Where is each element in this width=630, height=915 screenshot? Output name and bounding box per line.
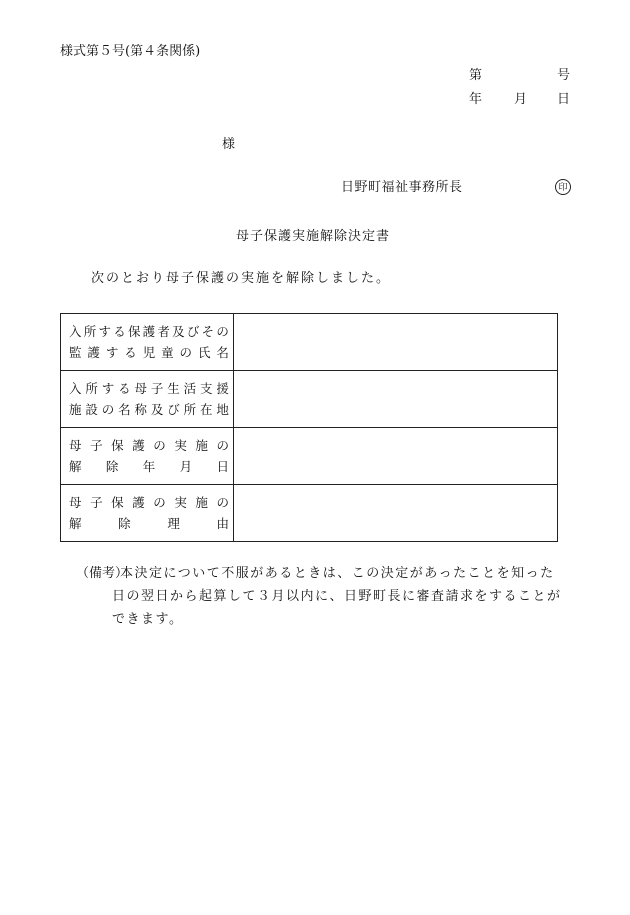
row-label-line: 入 所 す る 保 護 者 及 び そ の <box>69 324 229 339</box>
addressee-honorific: 様 <box>222 137 236 152</box>
document-title: 母子保護実施解除決定書 <box>236 229 391 244</box>
date-day-label: 日 <box>557 92 571 107</box>
row-label-line: 監 護 す る 児 童 の 氏 名 <box>69 345 229 360</box>
remarks-line: できます。 <box>112 612 184 627</box>
row-value-cell <box>234 371 558 428</box>
intro-sentence: 次のとおり母子保護の実施を解除しました。 <box>91 271 392 286</box>
row-label-line: 解 除 理 由 <box>69 516 229 531</box>
row-label <box>61 314 234 371</box>
document-number-prefix: 第 <box>469 68 483 83</box>
issuer-name: 日野町福祉事務所長 <box>341 180 463 195</box>
remarks-line: 本決定について不服があるときは、この決定があったことを知った <box>120 566 555 581</box>
row-label <box>61 485 234 542</box>
table-row <box>61 428 558 485</box>
row-label-line: 母 子 保 護 の 実 施 の <box>69 495 229 510</box>
row-value-cell <box>234 314 558 371</box>
row-label <box>61 371 234 428</box>
row-label <box>61 428 234 485</box>
document-number-suffix: 号 <box>557 68 571 83</box>
row-label-line: 入 所 す る 母 子 生 活 支 援 <box>69 381 229 396</box>
row-label-line: 施 設 の 名 称 及 び 所 在 地 <box>69 402 229 417</box>
row-value-cell <box>234 485 558 542</box>
row-label-line: 解 除 年 月 日 <box>69 459 229 474</box>
table-row <box>61 485 558 542</box>
seal-stamp-icon: 印 <box>555 179 571 195</box>
info-table <box>60 313 558 542</box>
table-row <box>61 371 558 428</box>
form-number-label: 様式第５号(第４条関係) <box>60 44 201 59</box>
date-year-label: 年 <box>469 92 483 107</box>
row-value-cell <box>234 428 558 485</box>
remarks-line: 日の翌日から起算して３月以内に、日野町長に審査請求をすることが <box>112 589 562 604</box>
date-month-label: 月 <box>514 92 528 107</box>
row-label-line: 母 子 保 護 の 実 施 の <box>69 438 229 453</box>
remarks-text <box>112 562 575 631</box>
table-row <box>61 314 558 371</box>
remarks-label: （備考） <box>76 566 129 581</box>
